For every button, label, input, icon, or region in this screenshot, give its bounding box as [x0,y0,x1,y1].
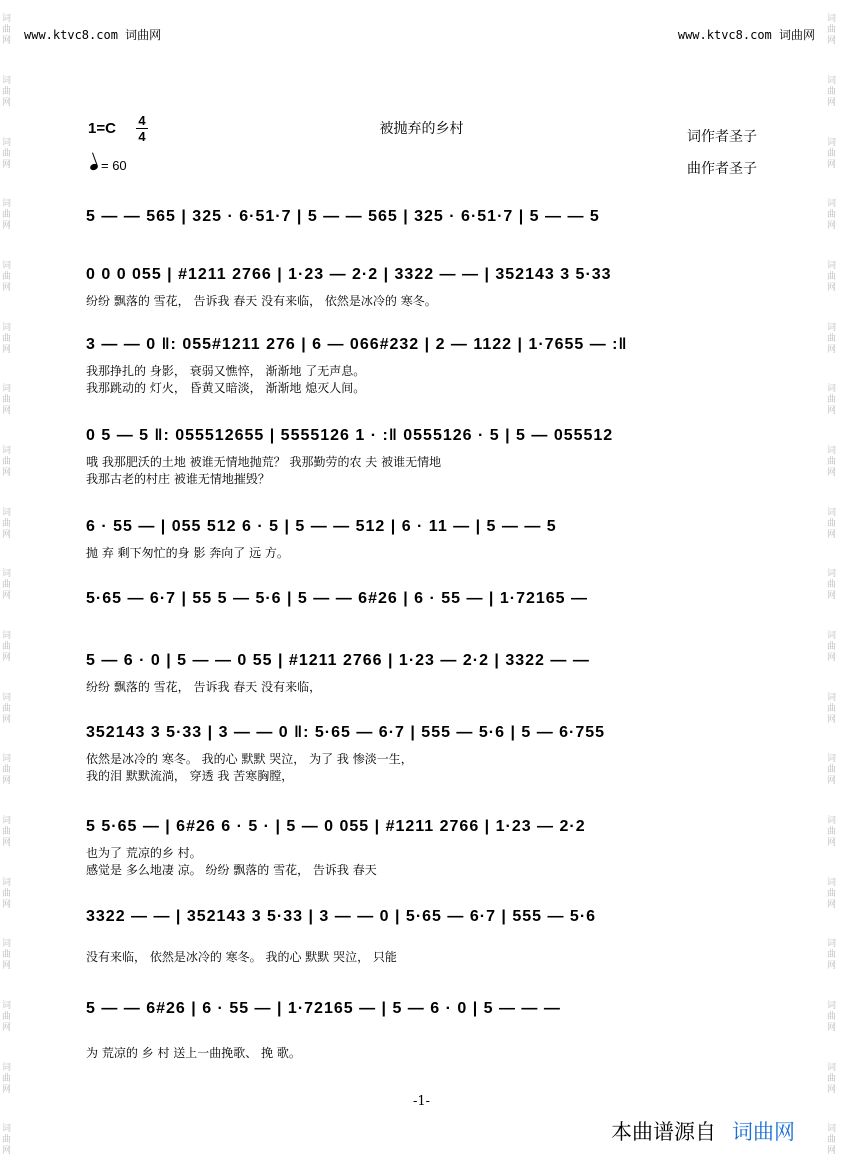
lyric-line: 也为了 荒凉的乡 村。 [86,846,202,860]
score-system-9 [86,818,756,878]
score-system-11 [86,1000,756,1061]
key-signature: 1=C [88,120,116,137]
composer-credit: 曲作者圣子 [687,161,757,177]
song-title: 被抛弃的乡村 [379,121,464,137]
notation-line: 5 — — 6#26 | 6 · 55 — | 1·72165 — | 5 — 6 · 0 | 5 — — — [86,1000,561,1017]
score-system-4 [86,427,756,487]
time-signature-bottom: 4 [138,129,146,144]
lyric-line: 我那跳动的 灯火， 昏黄又暗淡， 渐渐地 熄灭人间。 [86,381,366,395]
score-system-8 [86,724,756,784]
lyric-line: 没有来临， 依然是冰冷的 寒冬。 我的心 默默 哭泣， 只能 [86,950,397,964]
notation-line: 0 0 0 055 | #1211 2766 | 1·23 — 2·2 | 3322 — — | 352143 3 5·33 [86,266,612,283]
lyric-line: 依然是冰冷的 寒冬。 我的心 默默 哭泣， 为了 我 惨淡一生， [86,752,413,766]
lyricist-credit: 词作者圣子 [687,129,757,145]
score-system-6 [86,590,756,616]
lyric-line: 我的泪 默默流淌， 穿透 我 苦寒胸膛， [86,769,294,783]
score-system-7 [86,652,756,695]
notation-line: 352143 3 5·33 | 3 — — 0 ‖: 5·65 — 6·7 | 555 — 5·6 | 5 — 6·755 [86,724,606,741]
notation-line: 5 — 6 · 0 | 5 — — 0 55 | #1211 2766 | 1·23 — 2·2 | 3322 — — [86,652,590,669]
source-brand-link[interactable]: 词曲网 [732,1121,795,1144]
lyric-line: 我那挣扎的 身影， 衰弱又憔悴， 渐渐地 了无声息。 [86,364,366,378]
lyric-line: 抛 弃 剩下匆忙的身 影 奔向了 远 方。 [86,546,289,560]
site-url-left[interactable]: www.ktvc8.com 词曲网 [24,28,162,42]
side-watermark-left: 词曲网 词曲网 词曲网 词曲网 词曲网 词曲网 词曲网 词曲网 词曲网 词曲网 词曲网 词曲网 词曲网 词曲网 词曲网 词曲网 词曲网 词曲网 词曲网 [2,14,12,1157]
lyric-line: 感觉是 多么地凄 凉。 纷纷 飘落的 雪花， 告诉我 春天 [86,863,377,877]
tempo-marking [90,158,127,173]
notation-line: 6 · 55 — | 055 512 6 · 5 | 5 — — 512 | 6 · 11 — | 5 — — 5 [86,518,557,535]
notation-line: 5 — — 565 | 325 · 6·51·7 | 5 — — 565 | 325 · 6·51·7 | 5 — — 5 [86,208,600,225]
source-credit [611,1116,795,1146]
page-number: -1- [412,1094,431,1109]
lyric-line: 哦 我那肥沃的土地 被谁无情地抛荒？ 我那勤劳的农 夫 被谁无情地 [86,455,442,469]
score-system-2 [86,266,756,309]
score-system-10 [86,908,756,965]
score-system-5 [86,518,756,561]
lyric-line: 我那古老的村庄 被谁无情地摧毁？ [86,472,270,486]
quarter-note-icon [89,163,99,171]
notation-line: 3 — — 0 ‖: 055#1211 276 | 6 — 066#232 | 2 — 1122 | 1·7655 — :‖ [86,336,628,353]
lyric-line: 纷纷 飘落的 雪花， 告诉我 春天 没有来临， 依然是冰冷的 寒冬。 [86,294,437,308]
tempo-value: = 60 [101,158,127,173]
score-system-1 [86,208,756,234]
notation-line: 0 5 — 5 ‖: 055512655 | 5555126 1 · :‖ 0555126 · 5 | 5 — 055512 [86,427,614,444]
side-watermark-right: 词曲网 词曲网 词曲网 词曲网 词曲网 词曲网 词曲网 词曲网 词曲网 词曲网 词曲网 词曲网 词曲网 词曲网 词曲网 词曲网 词曲网 词曲网 词曲网 [827,14,837,1157]
time-signature-top: 4 [138,113,146,128]
notation-line: 3322 — — | 352143 3 5·33 | 3 — — 0 | 5·65 — 6·7 | 555 — 5·6 [86,908,597,925]
lyric-line: 为 荒凉的 乡 村 送上一曲挽歌、 挽 歌。 [86,1046,301,1060]
score-system-3 [86,336,756,396]
source-prefix: 本曲谱源自 [611,1121,716,1144]
notation-line: 5 5·65 — | 6#26 6 · 5 · | 5 — 0 055 | #1211 2766 | 1·23 — 2·2 [86,818,586,835]
site-url-right[interactable]: www.ktvc8.com 词曲网 [677,28,815,42]
notation-line: 5·65 — 6·7 | 55 5 — 5·6 | 5 — — 6#26 | 6 · 55 — | 1·72165 — [86,590,589,607]
lyric-line: 纷纷 飘落的 雪花， 告诉我 春天 没有来临， [86,680,322,694]
